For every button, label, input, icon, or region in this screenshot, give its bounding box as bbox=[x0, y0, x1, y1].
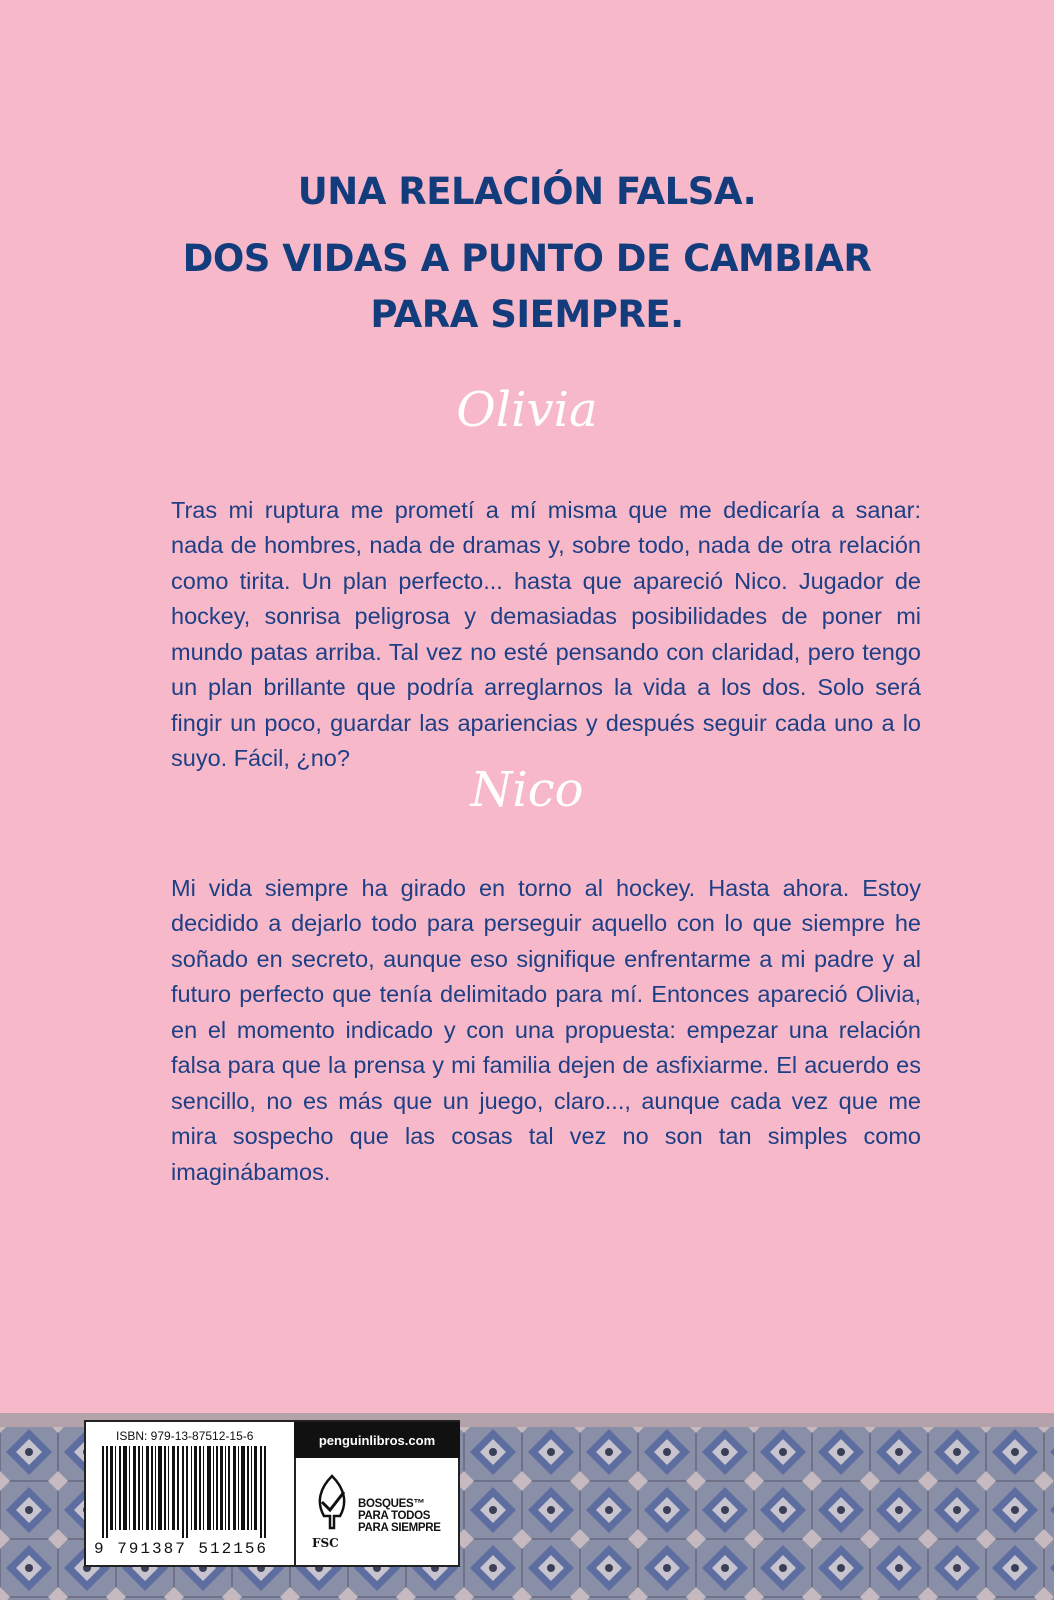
headline-line-2 bbox=[0, 231, 1054, 343]
section-name-olivia: Olivia bbox=[456, 382, 598, 438]
fsc-label: FSC bbox=[312, 1536, 339, 1550]
fsc-slogan-line-1: BOSQUES™ bbox=[358, 1498, 425, 1510]
barcode-digits: 9 791387 512156 bbox=[94, 1540, 269, 1558]
synopsis-olivia: Tras mi ruptura me prometí a mí misma que me dedicaría a sanar: nada de hombres, nada de dramas y, sobre todo, nada de otra relación como tirita. Un plan perfecto... hasta que apareció Nico. Jugador de hockey, sonrisa peligrosa y demasiadas posibilidades de poner mi mundo patas arriba. Tal vez no esté pensando con claridad, pero tengo un plan brillante que podría arreglarnos la vida a los dos. Solo será fingir un poco, guardar las apariencias y después seguir cada uno a lo suyo. Fácil, ¿no? bbox=[171, 496, 921, 771]
section-name-nico: Nico bbox=[470, 762, 584, 818]
publisher-url[interactable]: penguinlibros.com bbox=[294, 1422, 460, 1458]
headline-line-1: UNA RELACIÓN FALSA. bbox=[297, 170, 757, 213]
fsc-tree-check-icon bbox=[310, 1472, 354, 1532]
synopsis-nico: Mi vida siempre ha girado en torno al hockey. Hasta ahora. Estoy decidido a dejarlo todo para perseguir aquello con lo que siempre he soñado en secreto, aunque eso signifique enfrentarme a mi padre y al futuro perfecto que tenía delimitado para mí. Entonces apareció Olivia, en el momento indicado y con una propuesta: empezar una relación falsa para que la prensa y mi familia dejen de asfixiarme. El acuerdo es sencillo, no es más que un juego, claro..., aunque cada vez que me mira sospecho que las cosas tal vez no son tan simples como imaginábamos. bbox=[171, 874, 921, 1185]
fsc-slogan-line-2: PARA TODOS bbox=[358, 1510, 431, 1522]
barcode-label bbox=[84, 1420, 460, 1567]
headline-line-3-text: PARA SIEMPRE. bbox=[370, 293, 684, 336]
fsc-slogan bbox=[358, 1498, 458, 1534]
headline-line-2-text: DOS VIDAS A PUNTO DE CAMBIAR bbox=[182, 237, 872, 280]
fsc-certification bbox=[294, 1458, 460, 1565]
barcode-icon bbox=[100, 1446, 280, 1538]
fsc-slogan-line-3: PARA SIEMPRE bbox=[358, 1522, 441, 1534]
isbn-text: ISBN: 979-13-87512-15-6 bbox=[116, 1429, 254, 1443]
